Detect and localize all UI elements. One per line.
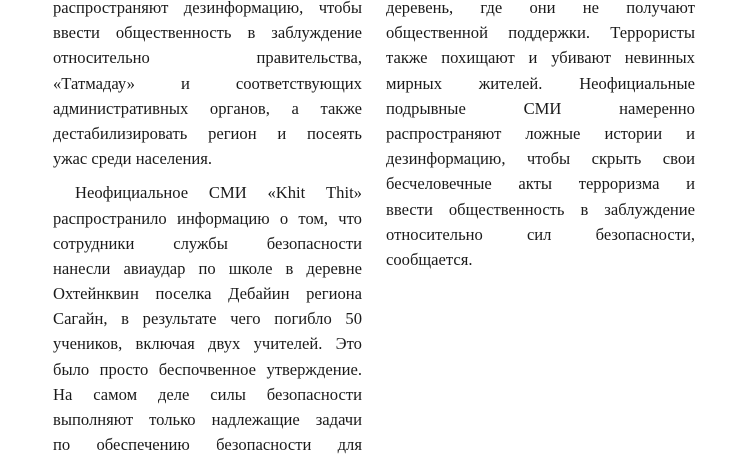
text-line: бесчеловечные акты терроризма и [386, 174, 695, 194]
text-line: дезинформацию, чтобы скрыть свои [386, 149, 695, 169]
text-line: На самом деле силы безопасности [53, 384, 362, 404]
text-line: выполняют только надлежащие задачи [53, 410, 362, 429]
text-line: относительно сил безопасности, [386, 224, 695, 244]
text-line: деревень, где они не получают [386, 0, 695, 17]
paragraph-gap [53, 171, 362, 180]
text-line: подрывные СМИ намеренно [386, 98, 695, 118]
text-line: распространяют дезинформацию, чтобы [53, 0, 362, 17]
paragraph [53, 180, 362, 457]
text-line: сотрудники службы безопасности [53, 233, 362, 253]
text-line: было просто беспочвенное утверждение. [53, 359, 362, 379]
text-line: ужас среди населения. [53, 149, 213, 169]
text-line: нанесли авиаудар по школе в деревне [53, 258, 362, 278]
text-line: относительно правительства, [53, 48, 362, 68]
text-line: ввести общественность в заблуждение [53, 23, 362, 43]
text-line: Охтейнквин поселка Дебайин региона [53, 284, 362, 304]
text-line: общественной поддержки. Террористы [386, 23, 695, 43]
text-line: «Татмадау» и соответствующих [53, 73, 362, 93]
text-line: Неофициальное СМИ «Khit Thit» [75, 183, 362, 203]
paragraph [386, 0, 695, 272]
text-line: распространило информацию о том, что [53, 208, 362, 228]
text-line: административных органов, а также [53, 98, 362, 118]
text-line: дестабилизировать регион и посеять [53, 123, 362, 143]
text-line: мирных жителей. Неофициальные [386, 73, 695, 93]
text-line: учеников, включая двух учителей. Это [53, 334, 362, 354]
paragraph [53, 0, 362, 171]
text-line: сообщается. [386, 249, 473, 269]
text-line: распространяют ложные истории и [386, 123, 695, 143]
text-line: по обеспечению безопасности для [53, 435, 362, 455]
text-line: также похищают и убивают невинных [386, 48, 695, 68]
right-column [386, 0, 695, 272]
text-line: Сагайн, в результате чего погибло 50 [53, 309, 362, 329]
text-line: ввести общественность в заблуждение [386, 199, 695, 219]
left-column [53, 0, 362, 457]
